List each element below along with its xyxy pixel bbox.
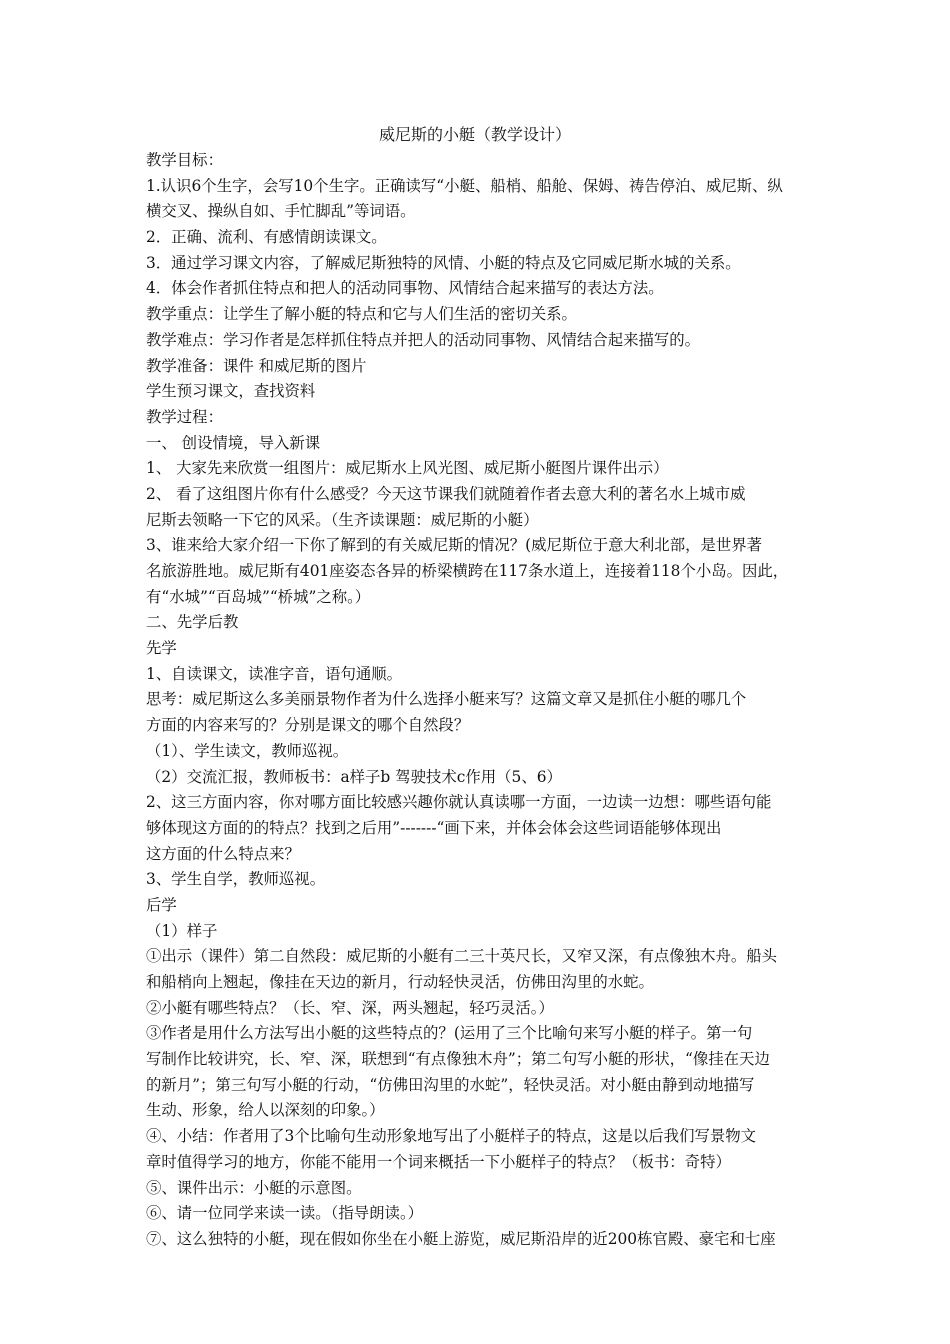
text-line: 1、自读课文，读准字音，语句通顺。	[146, 664, 403, 683]
document-title: 威尼斯的小艇（教学设计）	[378, 125, 571, 144]
text-line: 学生预习课文，查找资料	[146, 382, 316, 401]
text-line: 生动、形象，给人以深刻的印象。）	[146, 1101, 385, 1120]
text-line: 名旅游胜地。威尼斯有401座姿态各异的桥梁横跨在117条水道上，连接着118个小岛。因此，	[146, 562, 789, 580]
text-line: ⑤、课件出示：小艇的示意图。	[146, 1178, 362, 1197]
text-line: 横交叉、操纵自如、手忙脚乱”等词语。	[146, 202, 416, 221]
text-line: 一、 创设情境，导入新课	[146, 433, 321, 452]
text-line: 4．体会作者抓住特点和把人的活动同事物、风情结合起来描写的表达方法。	[146, 279, 664, 298]
text-line: 和船梢向上翘起，像挂在天边的新月，行动轻快灵活，仿佛田沟里的水蛇。	[146, 973, 654, 991]
text-line: 写制作比较讲究，长、窄、深，联想到“有点像独木舟”；第二句写小艇的形状，“像挂在天边	[146, 1050, 770, 1069]
text-line: ④、小结：作者用了3个比喻句生动形象地写出了小艇样子的特点，这是以后我们写景物文	[146, 1127, 757, 1146]
text-line: 2．正确、流利、有感情朗读课文。	[146, 228, 387, 247]
text-line: 教学准备：课件 和威尼斯的图片	[146, 356, 367, 375]
text-line: 1.认识6个生字，会写10个生字。正确读写“小艇、船梢、船舱、保姆、祷告停泊、威尼斯、纵	[146, 176, 783, 195]
text-line: 教学目标：	[146, 151, 223, 169]
text-line: ⑦、这么独特的小艇，现在假如你坐在小艇上游览，威尼斯沿岸的近200栋官殿、豪宅和七座	[146, 1229, 776, 1248]
text-line: ⑥、请一位同学来读一读。（指导朗读。）	[146, 1204, 424, 1223]
text-line: 思考：威尼斯这么多美丽景物作者为什么选择小艇来写？这篇文章又是抓住小艇的哪几个	[146, 690, 747, 709]
text-line: 1、 大家先来欣赏一组图片：威尼斯水上风光图、威尼斯小艇图片课件出示）	[146, 459, 669, 478]
text-line: ②小艇有哪些特点？（长、窄、深，两头翘起，轻巧灵活。）	[146, 998, 554, 1017]
text-line: 这方面的什么特点来？	[146, 844, 300, 863]
text-line: 章时值得学习的地方，你能不能用一个词来概括一下小艇样子的特点？（板书：奇特）	[146, 1152, 731, 1171]
text-line: （1）样子	[146, 921, 218, 940]
text-line: 二、先学后教	[146, 613, 239, 632]
text-line: 3．通过学习课文内容，了解威尼斯独特的风情、小艇的特点及它同威尼斯水城的关系。	[146, 253, 741, 272]
text-line: 2、这三方面内容，你对哪方面比较感兴趣你就认真读哪一方面，一边读一边想：哪些语句能	[146, 793, 772, 812]
text-line: 有“水城”“百岛城”“桥城”之称。）	[146, 587, 371, 606]
text-line: 教学难点：学习作者是怎样抓住特点并把人的活动同事物、风情结合起来描写的。	[146, 330, 701, 349]
text-line: ①出示（课件）第二自然段：威尼斯的小艇有二三十英尺长，又窄又深，有点像独木舟。船头	[146, 947, 778, 966]
text-line: 够体现这方面的的特点？找到之后用”-------“画下来，并体会体会这些词语能够体现出	[146, 818, 722, 837]
text-line: 3、谁来给大家介绍一下你了解到的有关威尼斯的情况？(威尼斯位于意大利北部，是世界著	[146, 536, 763, 555]
text-line: 先学	[146, 639, 177, 658]
text-line: 尼斯去领略一下它的风采。（生齐读课题：威尼斯的小艇）	[146, 510, 539, 529]
text-line: ③作者是用什么方法写出小艇的这些特点的？(运用了三个比喻句来写小艇的样子。第一句	[146, 1024, 753, 1043]
document-body	[146, 148, 816, 1253]
text-line: 后学	[146, 895, 177, 914]
text-line: 3、学生自学，教师巡视。	[146, 870, 326, 889]
text-line: 2、 看了这组图片你有什么感受？今天这节课我们就随着作者去意大利的著名水上城市威	[146, 484, 746, 503]
text-line: （2）交流汇报，教师板书：a样子b 驾驶技术c作用（5、6）	[146, 767, 562, 786]
text-line: 的新月”；第三句写小艇的行动，“仿佛田沟里的水蛇”，轻快灵活。对小艇由静到动地描写	[146, 1075, 755, 1094]
text-line: 教学过程：	[146, 407, 223, 426]
text-line: 教学重点：让学生了解小艇的特点和它与人们生活的密切关系。	[146, 305, 577, 324]
text-line: 方面的内容来写的？分别是课文的哪个自然段？	[146, 716, 470, 735]
text-line: （1）、学生读文，教师巡视。	[146, 741, 349, 760]
